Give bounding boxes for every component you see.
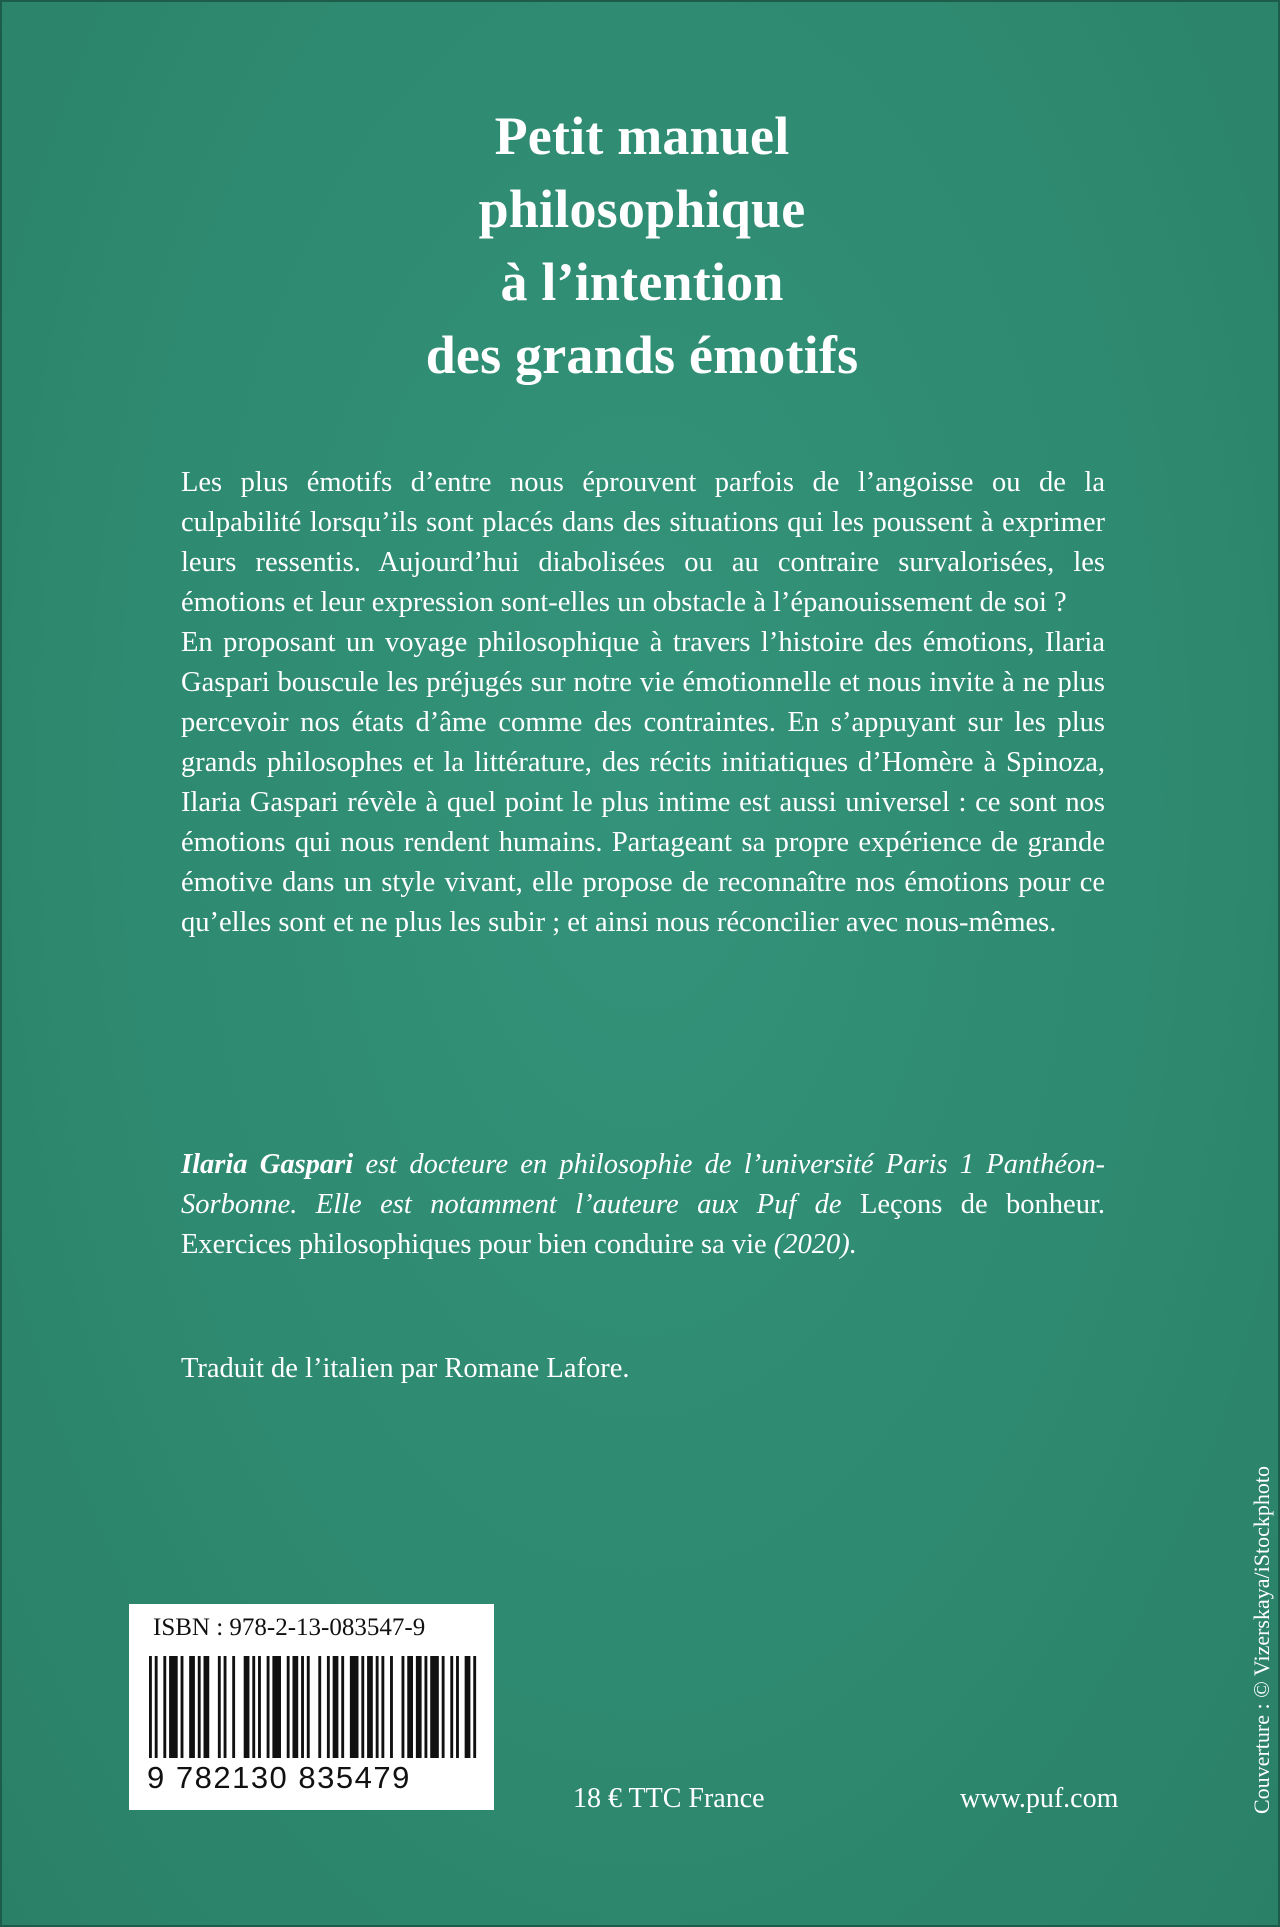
barcode-bar <box>424 1656 427 1758</box>
translator-credit: Traduit de l’italien par Romane Lafore. <box>181 1353 630 1384</box>
price: 18 € TTC France <box>573 1783 765 1814</box>
barcode-bar <box>442 1656 445 1758</box>
barcode-bar <box>456 1656 459 1758</box>
title-line-1: Petit manuel <box>494 106 790 166</box>
bio-text-1: est docteure en philosophie de l’université Paris 1 Panthéon-Sorbonne. Elle est notamment l’auteure aux Puf de <box>181 1149 1105 1220</box>
barcode-bar <box>327 1656 330 1758</box>
barcode-bar <box>301 1656 304 1758</box>
barcode-bar <box>163 1656 166 1758</box>
barcode-bar <box>465 1656 471 1758</box>
title-line-4: des grands émotifs <box>425 325 859 385</box>
barcode-bar <box>407 1656 413 1758</box>
barcode-bar <box>218 1656 221 1758</box>
barcode-bar <box>318 1656 321 1758</box>
barcode-bar <box>244 1656 250 1758</box>
barcode-bar <box>341 1656 344 1758</box>
book-summary <box>181 463 1105 943</box>
barcode-bar <box>361 1656 364 1758</box>
photo-credit: Couverture : © Vizerskaya/iStockphoto <box>1249 1466 1274 1814</box>
barcode-bar <box>416 1656 422 1758</box>
barcode-bar <box>189 1656 195 1758</box>
barcode-bar <box>252 1656 255 1758</box>
barcode-box <box>129 1604 494 1810</box>
summary-paragraph-1: Les plus émotifs d’entre nous éprouvent parfois de l’angoisse ou de la culpabilité lorsqu’ils sont placés dans des situations qui les poussent à exprimer leurs ressentis. Aujourd’hui diabolisées ou au contraire survalorisées, les émotions et leur expression sont-elles un obstacle à l’épanouissement de soi ? <box>181 467 1105 618</box>
bio-book-title: Leçons de bonheur. Exercices philosophiques pour bien conduire sa vie <box>181 1189 1105 1260</box>
barcode-bar <box>267 1656 270 1758</box>
barcode-bar <box>155 1656 158 1758</box>
barcode-bar <box>272 1656 281 1758</box>
isbn-label: ISBN : 978-2-13-083547-9 <box>153 1614 426 1641</box>
book-title <box>2 100 1280 392</box>
barcode-bar <box>450 1656 453 1758</box>
barcode-bar <box>224 1656 227 1758</box>
barcode-bar <box>381 1656 384 1758</box>
author-name: Ilaria Gaspari <box>181 1149 354 1180</box>
barcode-bar <box>232 1656 235 1758</box>
author-bio <box>181 1145 1105 1265</box>
barcode-bar <box>430 1656 439 1758</box>
barcode-bar <box>181 1656 184 1758</box>
barcode-bar <box>258 1656 261 1758</box>
barcode-bar <box>333 1656 339 1758</box>
barcode-bar <box>367 1656 373 1758</box>
bio-text-2: (2020). <box>766 1229 857 1260</box>
summary-paragraph-2: En proposant un voyage philosophique à travers l’histoire des émotions, Ilaria Gaspari bouscule les préjugés sur notre vie émotionnelle et nous invite à ne plus percevoir nos états d’âme comme des contraintes. En s’appuyant sur les plus grands philosophes et la littérature, des récits initiatiques d’Homère à Spinoza, Ilaria Gaspari révèle à quel point le plus intime est aussi universel : ce sont nos émotions qui nous rendent humains. Partageant sa propre expérience de grande émotive dans un style vivant, elle propose de reconnaître nos émotions pour ce qu’elles sont et ne plus les subir ; et ainsi nous réconcilier avec nous-mêmes. <box>181 627 1105 938</box>
publisher-website: www.puf.com <box>960 1783 1119 1814</box>
barcode-bar <box>390 1656 393 1758</box>
title-line-3: à l’intention <box>500 252 784 312</box>
barcode-bar <box>350 1656 359 1758</box>
barcode-bar <box>376 1656 379 1758</box>
barcode-bar <box>287 1656 290 1758</box>
barcode-bar <box>198 1656 201 1758</box>
barcode-bar <box>473 1656 476 1758</box>
barcode-bar <box>169 1656 178 1758</box>
ean-digits: 9 782130 835479 <box>147 1760 411 1795</box>
barcode-bar <box>204 1656 210 1758</box>
barcode-bar <box>402 1656 405 1758</box>
barcode-bar <box>149 1656 152 1758</box>
barcode-bar <box>292 1656 298 1758</box>
title-line-2: philosophique <box>478 179 806 239</box>
barcode-bars <box>149 1656 479 1758</box>
barcode-bar <box>307 1656 310 1758</box>
